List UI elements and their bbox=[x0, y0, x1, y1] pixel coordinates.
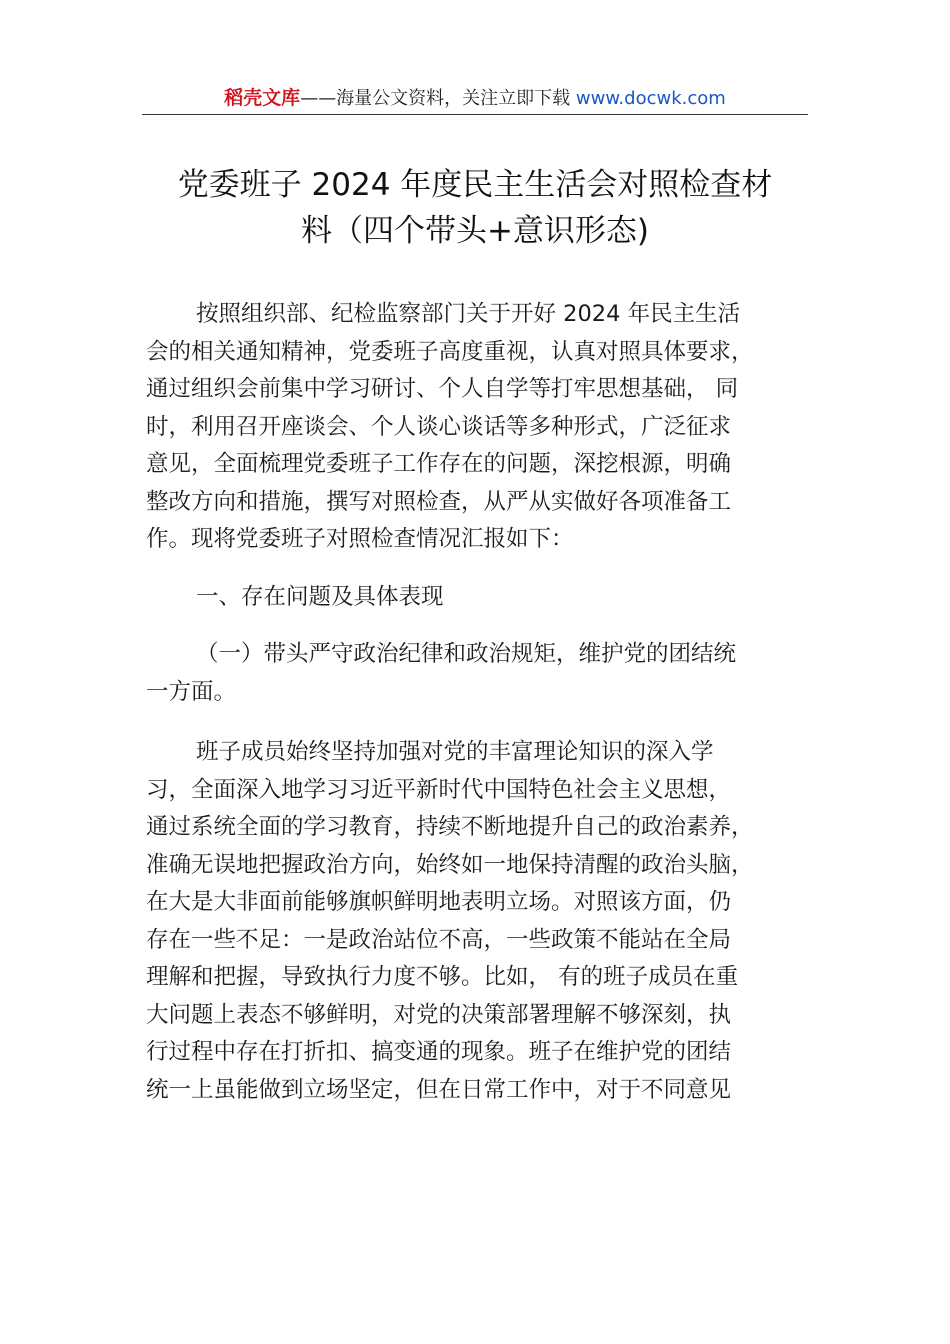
document-body bbox=[146, 296, 814, 1109]
document-title bbox=[142, 162, 808, 254]
text-line: 在大是大非面前能够旗帜鲜明地表明立场。对照该方面，仍 bbox=[146, 889, 732, 915]
text-line: 会的相关通知精神，党委班子高度重视，认真对照具体要求， bbox=[146, 338, 754, 365]
subsection-heading bbox=[146, 636, 814, 711]
text-line: 统一上虽能做到立场坚定，但在日常工作中，对于不同意见 bbox=[146, 1076, 732, 1103]
text-line: 行过程中存在打折扣、搞变通的现象。班子在维护党的团结 bbox=[146, 1039, 732, 1065]
header-tagline: ——海量公文资料，关注立即下载 bbox=[300, 88, 576, 109]
text-line: 整改方向和措施，撰写对照检查，从严从实做好各项准备工 bbox=[146, 488, 732, 515]
text-line: （一）带头严守政治纪律和政治规矩，维护党的团结统 bbox=[196, 641, 737, 667]
text-line: 意见，全面梳理党委班子工作存在的问题，深挖根源，明确 bbox=[146, 451, 732, 477]
text-line: 一方面。 bbox=[146, 678, 237, 705]
text-line: 准确无误地把握政治方向，始终如一地保持清醒的政治头脑， bbox=[146, 851, 754, 878]
text-line: 时，利用召开座谈会、个人谈心谈话等多种形式，广泛征求 bbox=[146, 413, 732, 440]
text-line: 大问题上表态不够鲜明，对党的决策部署理解不够深刻，执 bbox=[146, 1001, 732, 1028]
title-line: 料（四个带头+意识形态) bbox=[300, 213, 650, 249]
text-line: 存在一些不足：一是政治站位不高，一些政策不能站在全局 bbox=[146, 926, 732, 953]
text-line: 习，全面深入地学习习近平新时代中国特色社会主义思想， bbox=[146, 776, 732, 803]
text-line: 通过组织会前集中学习研讨、个人自学等打牢思想基础， 同 bbox=[146, 376, 739, 402]
text-line: 作。现将党委班子对照检查情况汇报如下： bbox=[146, 526, 574, 552]
text-line: 通过系统全面的学习教育，持续不断地提升自己的政治素养， bbox=[146, 814, 754, 840]
section-heading bbox=[146, 579, 814, 617]
brand-name: 稻壳文库 bbox=[224, 87, 301, 109]
text-line: 理解和把握，导致执行力度不够。比如， 有的班子成员在重 bbox=[146, 964, 739, 990]
title-line: 党委班子 2024 年度民主生活会对照检查材 bbox=[177, 167, 773, 203]
body-paragraph bbox=[146, 734, 814, 1109]
text-line: 一、存在问题及具体表现 bbox=[196, 583, 444, 610]
text-line: 班子成员始终坚持加强对党的丰富理论知识的深入学 bbox=[196, 739, 714, 765]
header-divider bbox=[142, 114, 808, 115]
text-line: 按照组织部、纪检监察部门关于开好 2024 年民主生活 bbox=[196, 301, 741, 327]
site-link[interactable]: www.docwk.com bbox=[575, 88, 726, 109]
document-header bbox=[142, 84, 808, 114]
intro-paragraph bbox=[146, 296, 814, 559]
